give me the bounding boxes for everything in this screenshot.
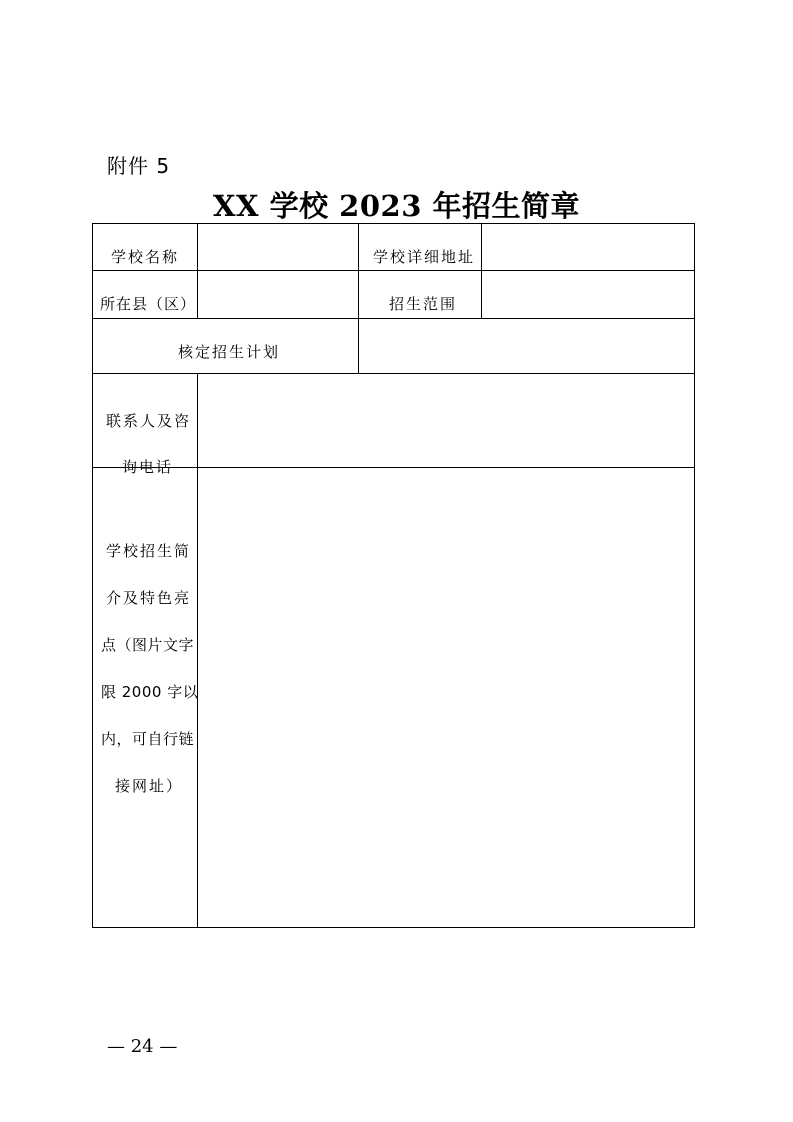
enroll-plan-label: 核定招生计划 <box>178 343 281 361</box>
page-title: XX 学校 2023 年招生简章 <box>212 189 580 223</box>
contact-label-line: 联系人及咨 <box>106 412 192 430</box>
attachment-label: 附件 5 <box>107 154 171 178</box>
contact-label-line: 询电话 <box>122 458 174 476</box>
school-name-value-cell[interactable] <box>198 224 358 270</box>
intro-label-line: 内，可自行链 <box>101 730 195 748</box>
page-number: — 24 — <box>107 1036 178 1057</box>
county-label: 所在县（区） <box>100 295 197 313</box>
intro-label-line: 接网址） <box>115 777 184 795</box>
intro-label-line: 限 2000 字以 <box>101 683 199 701</box>
school-address-label: 学校详细地址 <box>373 248 476 266</box>
enrollment-form-table <box>92 223 695 928</box>
enroll-plan-value-cell[interactable] <box>359 319 694 373</box>
intro-value-cell[interactable] <box>198 468 694 927</box>
enroll-scope-value-cell[interactable] <box>482 271 694 318</box>
intro-label-line: 学校招生简 <box>106 542 192 560</box>
school-address-value-cell[interactable] <box>482 224 694 270</box>
enroll-scope-label: 招生范围 <box>389 295 458 313</box>
contact-value-cell[interactable] <box>198 374 694 467</box>
intro-label-line: 点（图片文字 <box>101 636 195 654</box>
intro-label-line: 介及特色亮 <box>106 589 192 607</box>
contact-label <box>106 398 191 490</box>
county-value-cell[interactable] <box>198 271 358 318</box>
school-name-label: 学校名称 <box>111 248 180 266</box>
intro-label <box>101 528 198 810</box>
